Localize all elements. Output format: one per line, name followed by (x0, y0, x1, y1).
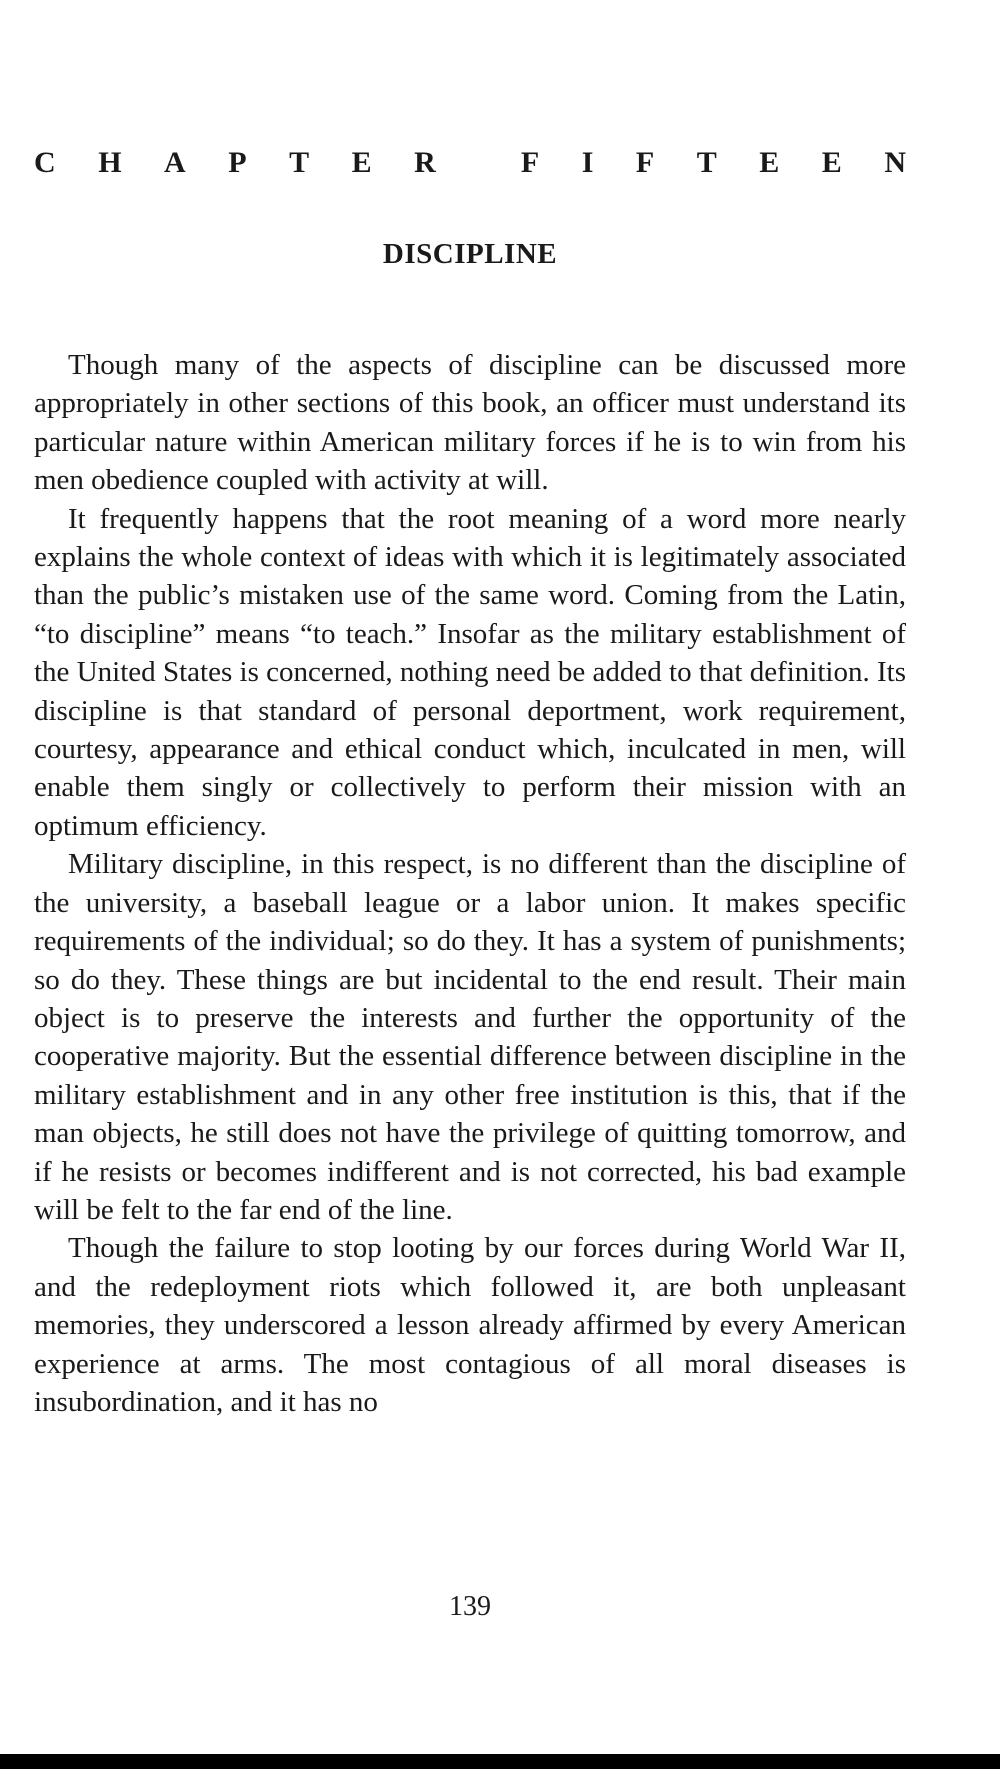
paragraph: Military discipline, in this respect, is no different than the discipline of the university, a baseball league or a labor union. It makes specific requirements of the individual; so do they. It has a system of punishments; so do they. These things are but incidental to the end result. Their main object is to preserve the interests and further the opportunity of the cooperative majority. But the essential difference between discipline in the military establishment and in any other free institution is this, that if the man objects, he still does not have the privilege of quitting tomorrow, and if he resists or becomes indifferent and is not corrected, his bad example will be felt to the far end of the line. (34, 848, 906, 1226)
chapter-letter: N (884, 146, 906, 179)
chapter-letter: A (164, 146, 186, 179)
chapter-letter: P (228, 146, 247, 179)
chapter-letter: H (98, 146, 122, 179)
chapter-letter: T (289, 146, 310, 179)
chapter-title: DISCIPLINE (382, 238, 558, 270)
paragraph: It frequently happens that the root meaning of a word more nearly explains the whole context of ideas with which it is legitimately associated than the public’s mistaken use of the same word. Coming from the Latin, “to discipline” means “to teach.” Insofar as the military establishment of the United States is concerned, nothing need be added to that definition. Its discipline is that standard of personal deportment, work requirement, courtesy, appearance and ethical conduct which, inculcated in men, will enable them singly or collectively to perform their mission with an optimum efficiency. (34, 502, 906, 842)
chapter-letter: F (635, 146, 655, 179)
chapter-letter: C (34, 146, 56, 179)
page-number: 139 (449, 1591, 491, 1622)
chapter-letter: F (520, 146, 540, 179)
bottom-border (0, 1754, 1000, 1769)
chapter-heading (34, 148, 906, 178)
chapter-letter: T (696, 146, 717, 179)
paragraph: Though many of the aspects of discipline can be discussed more appropriately in other sections of this book, an officer must understand its particular nature within American military forces if he is to win from his men obedience coupled with activity at will. (34, 349, 906, 497)
body-text (34, 346, 906, 1421)
chapter-letter: E (759, 146, 780, 179)
paragraph: Though the failure to stop looting by our forces during World War II, and the redeployment riots which followed it, are both unpleasant memories, they underscored a lesson already affirmed by every American experience at arms. The most contagious of all moral diseases is insubordination, and it has no (34, 1232, 906, 1418)
chapter-letter: E (821, 146, 842, 179)
chapter-letter: E (351, 146, 372, 179)
chapter-letter: R (414, 146, 436, 179)
chapter-letter: I (581, 146, 594, 179)
